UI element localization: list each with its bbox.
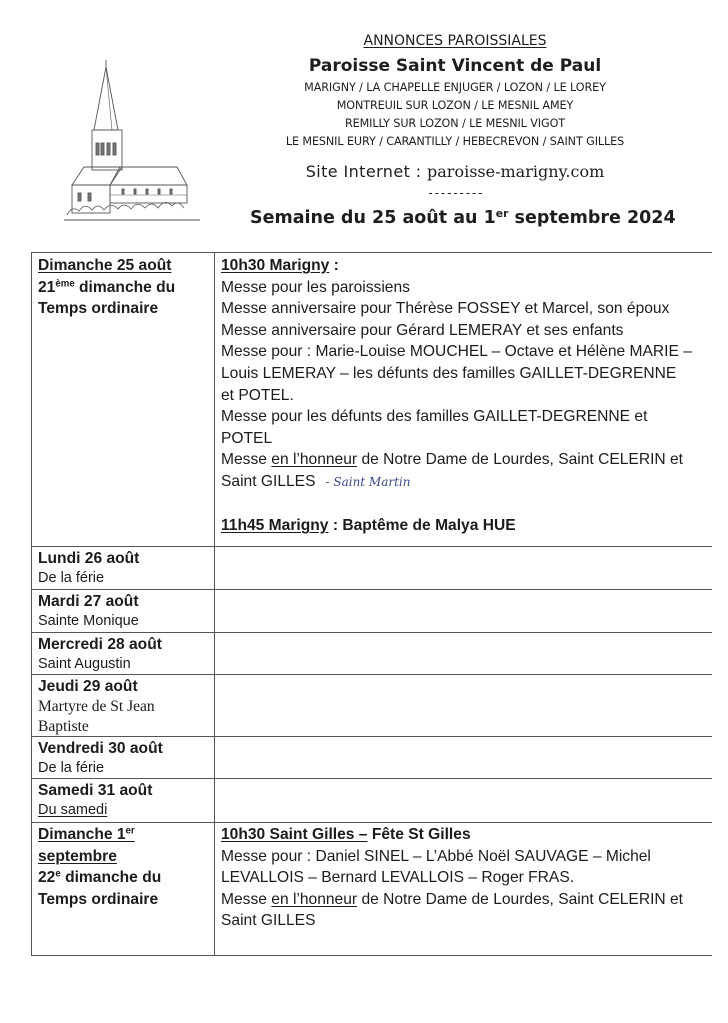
events-cell-sunday-1: [221, 824, 711, 932]
liturgical-sunday: [38, 867, 213, 889]
mass-intention: Messe pour : Marie-Louise MOUCHEL – Octave et Hélène MARIE –: [221, 343, 692, 361]
village-list-line: LE MESNIL EURY / CARANTILLY / HEBECREVON / SAINT GILLES: [285, 135, 625, 148]
event-heading: [221, 515, 711, 537]
row-divider: [31, 822, 712, 823]
separator: ---------: [426, 186, 484, 200]
table-border: [31, 252, 712, 253]
row-divider: [31, 632, 712, 633]
day-cell-thursday-29: [38, 676, 213, 737]
mass-intention: Messe pour les paroissiens: [221, 278, 410, 296]
mass-honour: [221, 449, 711, 471]
mass-intention: et POTEL.: [221, 386, 294, 404]
ordinal-sup: ème: [55, 278, 75, 290]
day-name: Jeudi 29 août: [38, 678, 138, 695]
ordinal: 22: [38, 869, 56, 887]
honour-suffix: de Notre Dame de Lourdes, Saint CELERIN et: [357, 890, 684, 908]
liturgical-season: Temps ordinaire: [38, 890, 159, 908]
handwritten-annotation: - Saint Martin: [325, 474, 411, 489]
day-sup: er: [125, 825, 135, 837]
table-border: [31, 252, 32, 956]
honour-prefix: Messe: [221, 451, 272, 469]
day-name: Vendredi 30 août: [38, 740, 163, 757]
mass-honour-line2: Saint GILLES: [221, 912, 316, 930]
day-cell-friday-30: [38, 738, 213, 778]
village-list-line: MARIGNY / LA CHAPELLE ENJUGER / LOZON / LE LOREY: [304, 81, 606, 94]
honour-line2: Saint GILLES: [221, 472, 316, 490]
church-drawing-logo: [62, 55, 202, 225]
day-cell-monday-26: [38, 548, 213, 588]
event-description: : Baptême de Malya HUE: [328, 517, 516, 535]
honour-prefix: Messe: [221, 890, 272, 908]
event-time-place: 11h45 Marigny: [221, 517, 329, 535]
events-cell-sunday-25: [221, 255, 711, 537]
event-heading: [221, 824, 711, 846]
day-cell-saturday-31: [38, 780, 213, 820]
day-name: Dimanche 25 août: [38, 257, 172, 274]
mass-intention: LEVALLOIS – Bernard LEVALLOIS – Roger FRAS.: [221, 869, 575, 887]
sunday-label: dimanche du: [60, 869, 162, 887]
week-heading: [250, 207, 676, 228]
mass-intention: POTEL: [221, 429, 273, 447]
parish-name: Paroisse Saint Vincent de Paul: [308, 56, 602, 76]
mass-intention: Messe pour les défunts des familles GAILLET-DEGRENNE et: [221, 408, 648, 426]
mass-honour: [221, 889, 711, 911]
day-name: [38, 824, 213, 846]
day-name: Mardi 27 août: [38, 593, 139, 610]
honour-underlined: en l’honneur: [271, 451, 358, 469]
event-time-place: 10h30 Saint Gilles –: [221, 826, 368, 843]
day-name-line2: septembre: [38, 847, 117, 865]
day-name: Mercredi 28 août: [38, 636, 162, 653]
ordinal-sup: e: [55, 868, 61, 880]
feast-name: Sainte Monique: [38, 613, 139, 629]
column-divider: [214, 252, 215, 956]
day-cell-wednesday-28: [38, 634, 213, 674]
ordinal: 21: [38, 278, 56, 296]
website-link[interactable]: paroisse-marigny.com: [427, 162, 605, 181]
bulletin-title: ANNONCES PAROISSIALES: [363, 33, 547, 49]
village-list-line: REMILLY SUR LOZON / LE MESNIL VIGOT: [344, 117, 566, 130]
day-cell-tuesday-27: [38, 591, 213, 631]
sunday-label: dimanche du: [74, 278, 176, 296]
mass-intention: Messe anniversaire pour Gérard LEMERAY et ses enfants: [221, 321, 624, 339]
day-cell-sunday-1: [38, 824, 213, 910]
mass-honour-line2: [221, 471, 711, 494]
liturgical-sunday: [38, 277, 213, 299]
week-sup: er: [495, 207, 509, 221]
feast-name-line2: Baptiste: [38, 718, 89, 735]
website-label: Site Internet :: [305, 162, 428, 181]
event-colon: :: [329, 257, 339, 274]
week-suffix: septembre 2024: [508, 208, 676, 228]
mass-intention: Louis LEMERAY – les défunts des familles GAILLET-DEGRENNE: [221, 364, 677, 382]
feast-name: Martyre de St Jean: [38, 698, 155, 715]
feast-name: Saint Augustin: [38, 656, 131, 672]
mass-intention: Messe anniversaire pour Thérèse FOSSEY et Marcel, son époux: [221, 300, 670, 318]
day-name: Samedi 31 août: [38, 782, 153, 799]
event-title: Fête St Gilles: [367, 826, 471, 843]
schedule-table: [31, 252, 712, 956]
event-heading: [221, 255, 711, 277]
liturgical-season: Temps ordinaire: [38, 300, 159, 318]
day-prefix: Dimanche 1: [38, 826, 126, 843]
website-line: [250, 162, 660, 182]
event-time-place: 10h30 Marigny: [221, 257, 330, 274]
table-border: [31, 955, 712, 956]
mass-intention: Messe pour : Daniel SINEL – L’Abbé Noël SAUVAGE – Michel: [221, 847, 651, 865]
row-divider: [31, 589, 712, 590]
day-name: Lundi 26 août: [38, 550, 140, 567]
day-cell-sunday-25: [38, 255, 213, 320]
row-divider: [31, 778, 712, 779]
day-name-text: [38, 826, 135, 843]
village-list-line: MONTREUIL SUR LOZON / LE MESNIL AMEY: [336, 99, 574, 112]
feast-name: De la férie: [38, 760, 105, 776]
feast-name: De la férie: [38, 570, 105, 586]
row-divider: [31, 674, 712, 675]
spacer: [221, 494, 711, 516]
honour-suffix: de Notre Dame de Lourdes, Saint CELERIN et: [357, 451, 684, 469]
feast-name: Du samedi: [38, 802, 108, 818]
honour-underlined: en l’honneur: [271, 890, 358, 908]
week-prefix: Semaine du 25 août au 1: [250, 208, 496, 228]
row-divider: [31, 546, 712, 547]
